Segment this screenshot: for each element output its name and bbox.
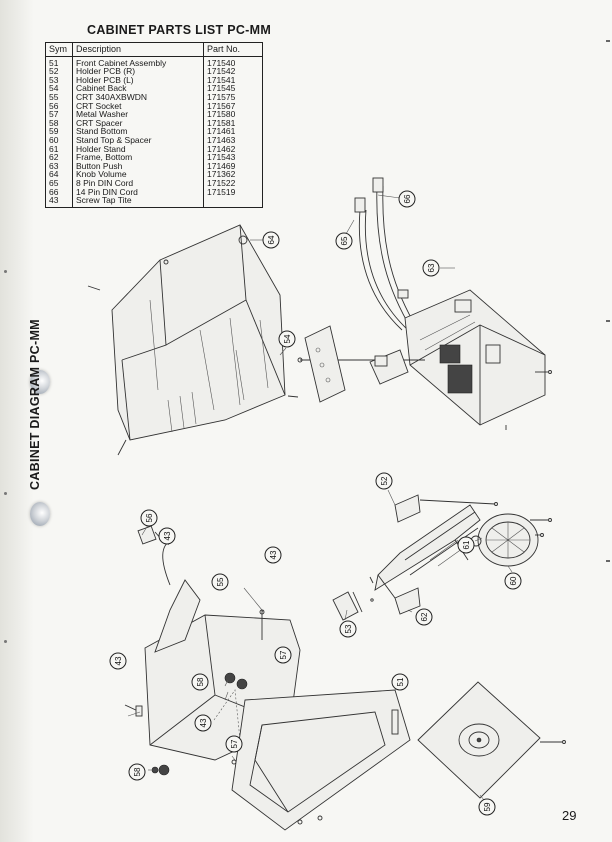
callout-64 (263, 232, 279, 248)
callout-63-label: 63 (427, 263, 436, 273)
cell-description: CRT Spacer (73, 119, 204, 128)
cell-part-no: 171461 (207, 126, 236, 137)
callout-53-label: 53 (344, 624, 353, 634)
callout-57-left-label: 57 (230, 739, 239, 749)
cell-sym: 55 (46, 93, 73, 102)
cell-description: Front Cabinet Assembly (73, 56, 204, 67)
cell-sym: 62 (46, 153, 73, 162)
cell-description: Holder PCB (R) (73, 67, 204, 76)
diagram-side-title: CABINET DIAGRAM PC-MM (28, 319, 42, 490)
cell-sym: 65 (46, 179, 73, 188)
cell-part-no: 171581 (207, 117, 236, 128)
cell-sym: 56 (46, 102, 73, 111)
callout-54 (279, 331, 295, 347)
callout-62-label: 62 (420, 612, 429, 622)
cell-description: 14 Pin DIN Cord (73, 188, 204, 197)
callout-63 (423, 260, 439, 276)
cell-sym: 61 (46, 145, 73, 154)
cell-description: Stand Top & Spacer (73, 136, 204, 145)
cell-sym: 54 (46, 84, 73, 93)
stand-bottom-drawing (418, 682, 566, 798)
callout-58-lower-label: 58 (133, 767, 142, 777)
callout-66 (399, 191, 415, 207)
cell-sym: 59 (46, 127, 73, 136)
cell-description: Metal Washer (73, 110, 204, 119)
callout-60-label: 60 (509, 576, 518, 586)
callout-58-upper (192, 674, 208, 690)
cell-description: Stand Bottom (73, 127, 204, 136)
header-sym: Sym (46, 43, 73, 57)
header-part-no: Part No. (204, 43, 263, 57)
callout-58-lower (129, 764, 145, 780)
cell-description: Screw Tap Tite (73, 196, 204, 207)
cell-sym: 64 (46, 170, 73, 179)
front-cabinet-drawing (232, 690, 410, 830)
callout-66-label: 66 (403, 194, 412, 204)
callout-65 (336, 233, 352, 249)
cell-sym: 52 (46, 67, 73, 76)
callout-43-front-label: 43 (199, 718, 208, 728)
parts-list-title: CABINET PARTS LIST PC-MM (87, 23, 272, 37)
cell-part-no: 171362 (207, 169, 236, 180)
cell-sym: 58 (46, 119, 73, 128)
cell-part-no: 171543 (207, 152, 236, 163)
cell-description: Frame, Bottom (73, 153, 204, 162)
callout-43-front (195, 715, 211, 731)
callout-64-label: 64 (267, 235, 276, 245)
callout-52 (376, 473, 392, 489)
callout-51 (392, 674, 408, 690)
cell-description: CRT Socket (73, 102, 204, 111)
cell-part-no: 171462 (207, 143, 236, 154)
callout-56-label: 56 (145, 513, 154, 523)
callout-43-socket (159, 528, 175, 544)
callout-62 (416, 609, 432, 625)
callout-54-label: 54 (283, 334, 292, 344)
callout-43-left-label: 43 (114, 656, 123, 666)
cell-part-no: 171545 (207, 83, 236, 94)
callout-43-right (265, 547, 281, 563)
callout-59-label: 59 (483, 802, 492, 812)
callout-51-label: 51 (396, 677, 405, 687)
callout-57-left (226, 736, 242, 752)
cell-description: CRT 340AXBWDN (73, 93, 204, 102)
callout-43-socket-label: 43 (163, 531, 172, 541)
page-number: 29 (562, 808, 577, 823)
bottom-frame-drawing (333, 495, 498, 620)
cell-part-no: 171463 (207, 134, 236, 145)
cell-sym: 57 (46, 110, 73, 119)
cell-description: Holder Stand (73, 145, 204, 154)
cell-part-no: 171469 (207, 160, 236, 171)
cell-description: Knob Volume (73, 170, 204, 179)
callout-57-right (275, 647, 291, 663)
cell-sym: 51 (46, 56, 73, 67)
cell-sym: 66 (46, 188, 73, 197)
cell-description: Button Push (73, 162, 204, 171)
callout-56 (141, 510, 157, 526)
callout-59 (479, 799, 495, 815)
cell-part-no: 171542 (207, 66, 236, 77)
cell-sym: 60 (46, 136, 73, 145)
callout-61 (458, 537, 474, 553)
callout-53 (340, 621, 356, 637)
callout-52-label: 52 (380, 476, 389, 486)
cell-part-no: 171567 (207, 100, 236, 111)
cell-sym: 63 (46, 162, 73, 171)
cell-description: 8 Pin DIN Cord (73, 179, 204, 188)
callout-65-label: 65 (340, 236, 349, 246)
cell-sym: 53 (46, 76, 73, 85)
cell-part-no: 171575 (207, 91, 236, 102)
stand-top-drawing (471, 514, 552, 566)
cell-part-no: 171540 (207, 57, 236, 68)
cell-part-no: 171580 (207, 109, 236, 120)
callout-57-right-label: 57 (279, 650, 288, 660)
cell-part-no: 171522 (207, 177, 236, 188)
cell-description: Cabinet Back (73, 84, 204, 93)
cell-description: Holder PCB (L) (73, 76, 204, 85)
bracket-board-drawing (305, 326, 408, 402)
header-description: Description (73, 43, 204, 57)
cell-sym: 43 (46, 196, 73, 207)
callout-58-upper-label: 58 (196, 677, 205, 687)
cabinet-back-drawing (88, 225, 298, 455)
callout-60 (505, 573, 521, 589)
callout-61-label: 61 (462, 540, 471, 550)
callout-55 (212, 574, 228, 590)
cell-part-no: 171519 (207, 186, 236, 197)
callout-43-right-label: 43 (269, 550, 278, 560)
callout-55-label: 55 (216, 577, 225, 587)
cell-part-no: 171541 (207, 74, 236, 85)
callout-43-left (110, 653, 126, 669)
